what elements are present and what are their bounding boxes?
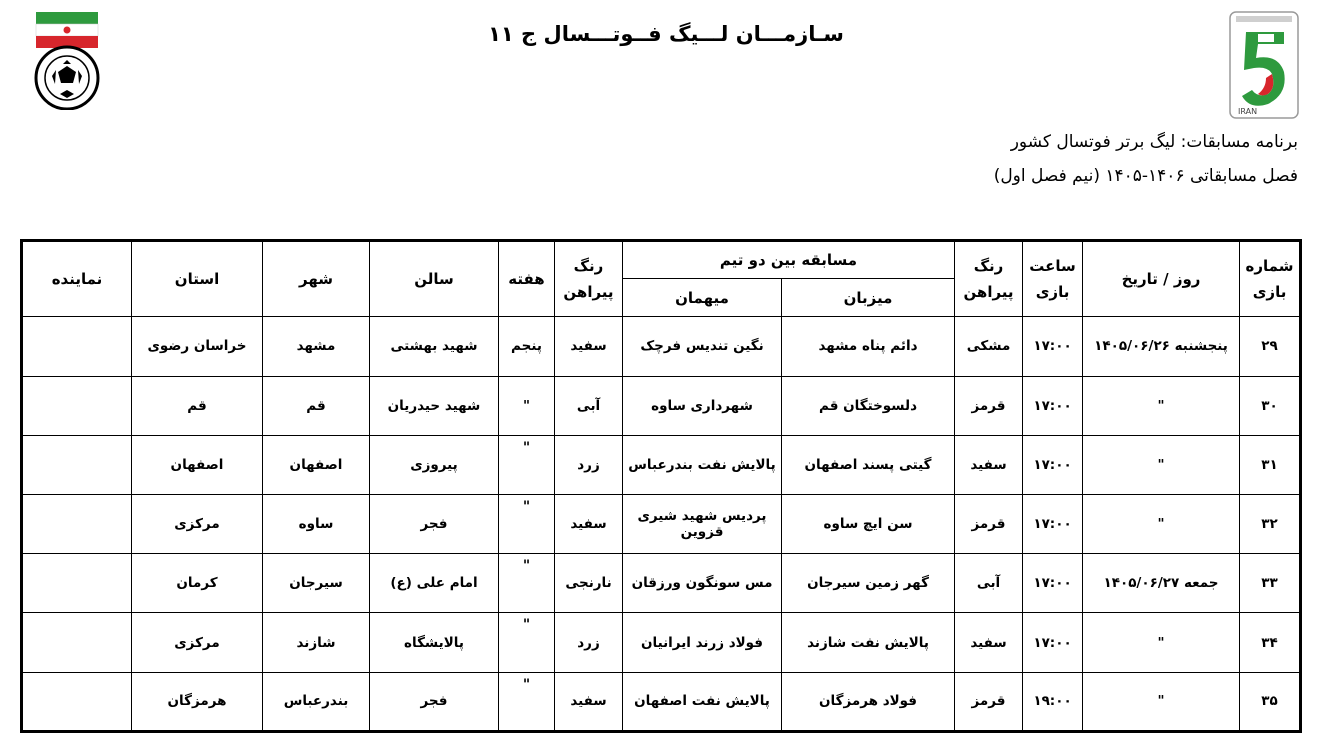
col-hall: سالن — [370, 241, 499, 317]
cell-host: فولاد هرمزگان — [782, 672, 955, 731]
col-match-group: مسابقه بین دو تیم — [623, 241, 955, 279]
cell-date: " — [1083, 494, 1240, 553]
cell-week — [499, 613, 555, 672]
cell-representative — [22, 613, 132, 672]
competition-line: برنامه مسابقات: لیگ برتر فوتسال کشور — [1010, 132, 1298, 152]
cell-guest: پالایش نفت اصفهان — [623, 672, 782, 731]
cell-guest-color: زرد — [555, 435, 623, 494]
table-row — [22, 494, 1301, 553]
col-province: استان — [132, 241, 263, 317]
col-host: میزبان — [782, 279, 955, 317]
col-date: روز / تاریخ — [1083, 241, 1240, 317]
cell-match-no: ۳۵ — [1240, 672, 1301, 731]
cell-week-text: " — [522, 498, 531, 515]
cell-time: ۱۷:۰۰ — [1023, 317, 1083, 376]
cell-week-text: " — [522, 558, 531, 575]
header-row — [22, 241, 1301, 279]
cell-week-text: " — [522, 617, 531, 634]
col-host-color: رنگ پیراهن — [955, 241, 1023, 317]
cell-guest: پردیس شهید شیری قزوین — [623, 494, 782, 553]
cell-match-no: ۳۱ — [1240, 435, 1301, 494]
col-representative: نماینده — [22, 241, 132, 317]
cell-hall: فجر — [370, 494, 499, 553]
cell-host-color: سفید — [955, 435, 1023, 494]
cell-guest: شهرداری ساوه — [623, 376, 782, 435]
col-match-no: شماره بازی — [1240, 241, 1301, 317]
cell-guest: پالایش نفت بندرعباس — [623, 435, 782, 494]
cell-city: شازند — [263, 613, 370, 672]
cell-city: ساوه — [263, 494, 370, 553]
cell-guest: مس سونگون ورزقان — [623, 554, 782, 613]
cell-guest: فولاد زرند ایرانیان — [623, 613, 782, 672]
cell-time: ۱۷:۰۰ — [1023, 435, 1083, 494]
cell-date: " — [1083, 613, 1240, 672]
table-row — [22, 554, 1301, 613]
cell-host-color: سفید — [955, 613, 1023, 672]
cell-date: " — [1083, 376, 1240, 435]
cell-hall: شهید حیدریان — [370, 376, 499, 435]
schedule-table — [20, 239, 1302, 733]
table-row — [22, 435, 1301, 494]
cell-host: سن ایچ ساوه — [782, 494, 955, 553]
table-row — [22, 613, 1301, 672]
cell-representative — [22, 376, 132, 435]
cell-time: ۱۷:۰۰ — [1023, 613, 1083, 672]
table-row — [22, 317, 1301, 376]
cell-representative — [22, 554, 132, 613]
cell-host: پالایش نفت شازند — [782, 613, 955, 672]
cell-guest-color: نارنجی — [555, 554, 623, 613]
cell-match-no: ۳۴ — [1240, 613, 1301, 672]
cell-week-text: " — [522, 439, 531, 456]
organization-title: سـازمـــان لـــیگ فــوتـــسال ج ۱۱ — [488, 22, 844, 46]
cell-week — [499, 554, 555, 613]
cell-representative — [22, 435, 132, 494]
table-row — [22, 376, 1301, 435]
cell-time: ۱۷:۰۰ — [1023, 376, 1083, 435]
cell-province: کرمان — [132, 554, 263, 613]
cell-date: " — [1083, 435, 1240, 494]
cell-city: سیرجان — [263, 554, 370, 613]
cell-province: خراسان رضوی — [132, 317, 263, 376]
cell-host: گهر زمین سیرجان — [782, 554, 955, 613]
cell-host-color: قرمز — [955, 672, 1023, 731]
cell-province: اصفهان — [132, 435, 263, 494]
cell-hall: فجر — [370, 672, 499, 731]
cell-hall: شهید بهشتی — [370, 317, 499, 376]
cell-city: بندرعباس — [263, 672, 370, 731]
cell-guest-color: سفید — [555, 317, 623, 376]
cell-province: مرکزی — [132, 613, 263, 672]
logo-right-text: IRAN — [1238, 107, 1258, 116]
cell-time: ۱۷:۰۰ — [1023, 554, 1083, 613]
cell-date: پنجشنبه ۱۴۰۵/۰۶/۲۶ — [1083, 317, 1240, 376]
cell-province: هرمزگان — [132, 672, 263, 731]
cell-week — [499, 494, 555, 553]
cell-host-color: قرمز — [955, 494, 1023, 553]
cell-city: اصفهان — [263, 435, 370, 494]
cell-week — [499, 672, 555, 731]
cell-representative — [22, 672, 132, 731]
col-city: شهر — [263, 241, 370, 317]
cell-host-color: آبی — [955, 554, 1023, 613]
cell-hall: پالایشگاه — [370, 613, 499, 672]
cell-week — [499, 435, 555, 494]
cell-guest: نگین تندیس فرچک — [623, 317, 782, 376]
cell-city: مشهد — [263, 317, 370, 376]
cell-province: قم — [132, 376, 263, 435]
cell-city: قم — [263, 376, 370, 435]
col-week: هفته — [499, 241, 555, 317]
cell-province: مرکزی — [132, 494, 263, 553]
cell-guest-color: سفید — [555, 494, 623, 553]
cell-date: جمعه ۱۴۰۵/۰۶/۲۷ — [1083, 554, 1240, 613]
season-line: فصل مسابقاتی ۱۴۰۶-۱۴۰۵ (نیم فصل اول) — [993, 166, 1298, 186]
cell-guest-color: زرد — [555, 613, 623, 672]
cell-match-no: ۳۰ — [1240, 376, 1301, 435]
cell-week: " — [499, 376, 555, 435]
cell-hall: پیروزی — [370, 435, 499, 494]
cell-representative — [22, 494, 132, 553]
cell-host: گیتی پسند اصفهان — [782, 435, 955, 494]
col-time: ساعت بازی — [1023, 241, 1083, 317]
cell-host: دائم پناه مشهد — [782, 317, 955, 376]
cell-host-color: قرمز — [955, 376, 1023, 435]
cell-hall: امام علی (ع) — [370, 554, 499, 613]
cell-match-no: ۲۹ — [1240, 317, 1301, 376]
cell-guest-color: سفید — [555, 672, 623, 731]
cell-match-no: ۳۲ — [1240, 494, 1301, 553]
cell-representative — [22, 317, 132, 376]
cell-guest-color: آبی — [555, 376, 623, 435]
cell-week-text: " — [522, 676, 531, 693]
table-row — [22, 672, 1301, 731]
cell-date: " — [1083, 672, 1240, 731]
cell-time: ۱۹:۰۰ — [1023, 672, 1083, 731]
col-guest: میهمان — [623, 279, 782, 317]
cell-week: پنجم — [499, 317, 555, 376]
cell-time: ۱۷:۰۰ — [1023, 494, 1083, 553]
cell-match-no: ۳۳ — [1240, 554, 1301, 613]
cell-host: دلسوختگان قم — [782, 376, 955, 435]
col-guest-color: رنگ پیراهن — [555, 241, 623, 317]
cell-host-color: مشکی — [955, 317, 1023, 376]
